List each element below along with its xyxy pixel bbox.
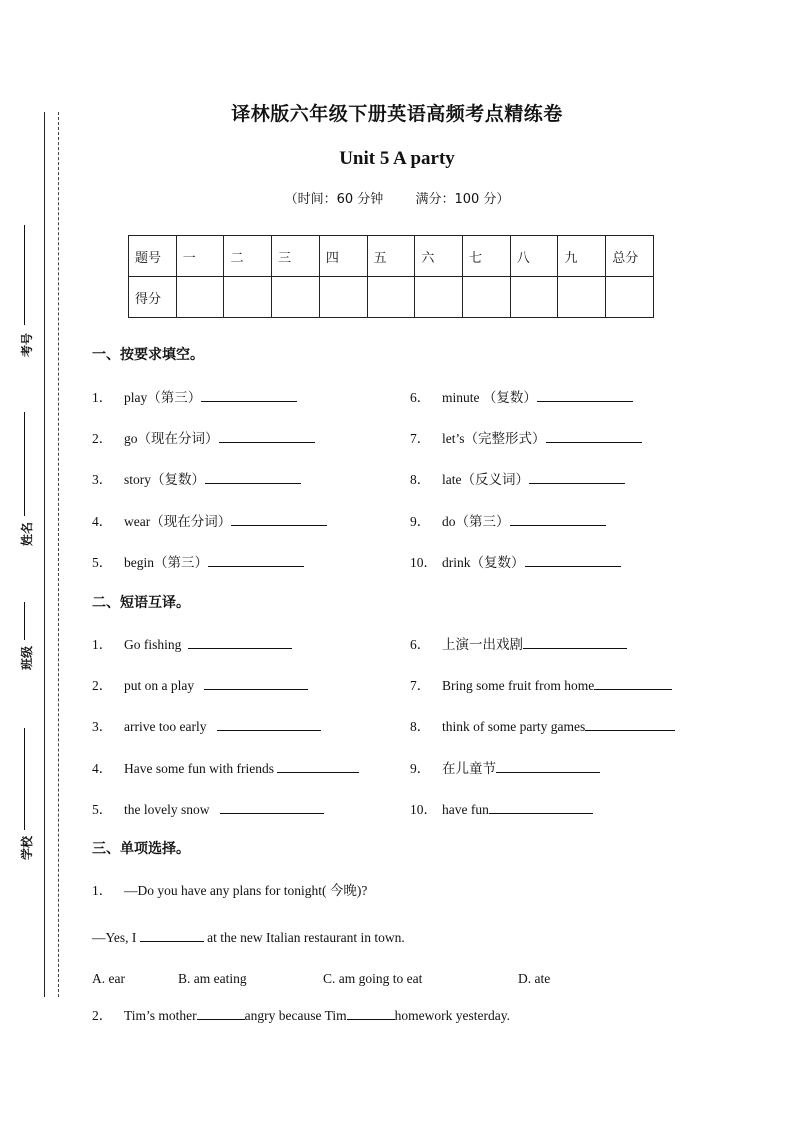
binding-line-solid [44, 112, 45, 997]
item-text: the lovely snow [124, 802, 210, 817]
item-number: 1． [92, 390, 113, 405]
table-cell: 二 [224, 236, 272, 277]
score-cell[interactable] [176, 277, 224, 318]
item-number: 6． [410, 390, 431, 405]
answer-blank[interactable] [510, 513, 606, 526]
score-cell[interactable] [367, 277, 415, 318]
item-number: 1． [92, 637, 113, 652]
item-text: begin（第三） [124, 555, 208, 570]
option-d[interactable]: D. ate [518, 971, 551, 986]
item-number: 10． [410, 802, 437, 817]
list-item [410, 798, 593, 818]
question-1 [92, 879, 367, 899]
table-cell: 七 [463, 236, 511, 277]
list-item [92, 386, 297, 406]
answer-blank[interactable] [217, 718, 321, 731]
answer-blank[interactable] [525, 554, 621, 567]
list-item [92, 715, 321, 735]
question-text: homework yesterday. [394, 1008, 510, 1023]
item-number: 3． [92, 719, 113, 734]
question-1-answer [92, 929, 405, 946]
class-label: 班级 [20, 645, 34, 670]
list-item [92, 674, 308, 694]
table-cell: 题号 [129, 236, 177, 277]
score-cell[interactable] [272, 277, 320, 318]
item-number: 8． [410, 719, 431, 734]
answer-blank[interactable] [529, 471, 625, 484]
item-number: 2． [92, 678, 113, 693]
item-number: 2． [92, 1008, 113, 1023]
item-text: go（现在分词） [124, 431, 219, 446]
answer-blank[interactable] [188, 636, 292, 649]
item-number: 8． [410, 472, 431, 487]
score-table-score-row [129, 277, 654, 318]
item-number: 5． [92, 555, 113, 570]
question-text: angry because Tim [244, 1008, 347, 1023]
question-text: Tim’s mother [124, 1008, 197, 1023]
list-item [410, 715, 675, 735]
item-text: have fun [442, 802, 489, 817]
question-2 [92, 1004, 510, 1024]
table-cell: 得分 [129, 277, 177, 318]
exam-number-blank[interactable] [24, 225, 25, 325]
item-text: 在儿童节 [442, 761, 496, 776]
answer-blank[interactable] [496, 760, 600, 773]
list-item [92, 757, 359, 777]
list-item [410, 757, 600, 777]
item-text: arrive too early [124, 719, 207, 734]
score-info: 满分：100 分） [415, 192, 510, 207]
school-label: 学校 [20, 835, 34, 860]
class-blank[interactable] [24, 602, 25, 640]
list-item [92, 468, 301, 488]
item-number: 2． [92, 431, 113, 446]
page-subtitle: Unit 5 A party [339, 148, 455, 169]
exam-number-label: 考号 [20, 332, 34, 357]
answer-blank[interactable] [219, 430, 315, 443]
answer-blank[interactable] [347, 1007, 395, 1020]
score-cell[interactable] [224, 277, 272, 318]
exam-info [0, 188, 794, 207]
item-number: 4． [92, 761, 113, 776]
item-number: 7． [410, 678, 431, 693]
list-item [92, 427, 315, 447]
item-number: 7． [410, 431, 431, 446]
table-cell: 三 [272, 236, 320, 277]
table-cell: 四 [319, 236, 367, 277]
table-cell: 一 [176, 236, 224, 277]
score-cell[interactable] [319, 277, 367, 318]
score-cell[interactable] [463, 277, 511, 318]
table-cell: 九 [558, 236, 606, 277]
item-text: minute （复数） [442, 390, 537, 405]
list-item [92, 551, 304, 571]
score-cell[interactable] [606, 277, 654, 318]
answer-suffix: at the new Italian restaurant in town. [207, 930, 405, 945]
answer-blank[interactable] [277, 760, 359, 773]
item-text: put on a play [124, 678, 195, 693]
answer-blank[interactable] [231, 513, 327, 526]
option-a[interactable]: A. ear [92, 971, 125, 986]
list-item [92, 510, 327, 530]
item-text: Have some fun with friends [124, 761, 274, 776]
binding-line-dashed [58, 112, 59, 997]
answer-blank[interactable] [208, 554, 304, 567]
option-c[interactable]: C. am going to eat [323, 971, 423, 986]
score-cell[interactable] [558, 277, 606, 318]
section-heading-3: 三、单项选择。 [92, 841, 190, 857]
list-item [92, 798, 324, 818]
item-number: 1． [92, 883, 113, 898]
answer-blank[interactable] [197, 1007, 245, 1020]
answer-blank[interactable] [140, 929, 204, 942]
answer-blank[interactable] [537, 389, 633, 402]
item-number: 6． [410, 637, 431, 652]
item-number: 5． [92, 802, 113, 817]
list-item [410, 510, 606, 530]
item-text: drink（复数） [442, 555, 525, 570]
item-text: play（第三） [124, 390, 202, 405]
item-text: do（第三） [442, 514, 510, 529]
item-number: 9． [410, 761, 431, 776]
item-text: story（复数） [124, 472, 205, 487]
list-item [410, 468, 625, 488]
item-text: wear（现在分词） [124, 514, 232, 529]
table-cell: 总分 [606, 236, 654, 277]
answer-blank[interactable] [204, 677, 308, 690]
question-text: —Do you have any plans for tonight( 今晚)? [124, 883, 368, 898]
item-number: 3． [92, 472, 113, 487]
item-text: let’s（完整形式） [442, 431, 546, 446]
list-item [410, 633, 627, 653]
item-number: 9． [410, 514, 431, 529]
answer-blank[interactable] [523, 636, 627, 649]
list-item [410, 386, 633, 406]
school-blank[interactable] [24, 728, 25, 830]
item-text: think of some party games [442, 719, 586, 734]
answer-blank[interactable] [585, 718, 675, 731]
list-item [410, 551, 621, 571]
name-label: 姓名 [20, 521, 34, 546]
item-text: late（反义词） [442, 472, 529, 487]
answer-prefix: —Yes, I [92, 930, 137, 945]
score-cell[interactable] [415, 277, 463, 318]
score-table [128, 235, 654, 318]
score-cell[interactable] [510, 277, 558, 318]
section-heading-1: 一、按要求填空。 [92, 347, 204, 363]
score-table-header-row [129, 236, 654, 277]
table-cell: 五 [367, 236, 415, 277]
time-info: （时间：60 分钟 [284, 192, 384, 207]
list-item [410, 427, 642, 447]
item-text: Bring some fruit from home [442, 678, 595, 693]
section-heading-2: 二、短语互译。 [92, 595, 190, 611]
option-b[interactable]: B. am eating [178, 971, 247, 986]
answer-blank[interactable] [489, 801, 593, 814]
item-text: 上演一出戏剧 [442, 637, 523, 652]
item-number: 4． [92, 514, 113, 529]
answer-blank[interactable] [546, 430, 642, 443]
table-cell: 六 [415, 236, 463, 277]
answer-blank[interactable] [205, 471, 301, 484]
list-item [92, 633, 292, 653]
item-number: 10． [410, 555, 437, 570]
answer-blank[interactable] [594, 677, 672, 690]
item-text: Go fishing [124, 637, 182, 652]
name-blank[interactable] [24, 412, 25, 516]
answer-blank[interactable] [220, 801, 324, 814]
list-item [410, 674, 672, 694]
table-cell: 八 [510, 236, 558, 277]
page-title: 译林版六年级下册英语高频考点精练卷 [231, 103, 563, 125]
answer-blank[interactable] [201, 389, 297, 402]
